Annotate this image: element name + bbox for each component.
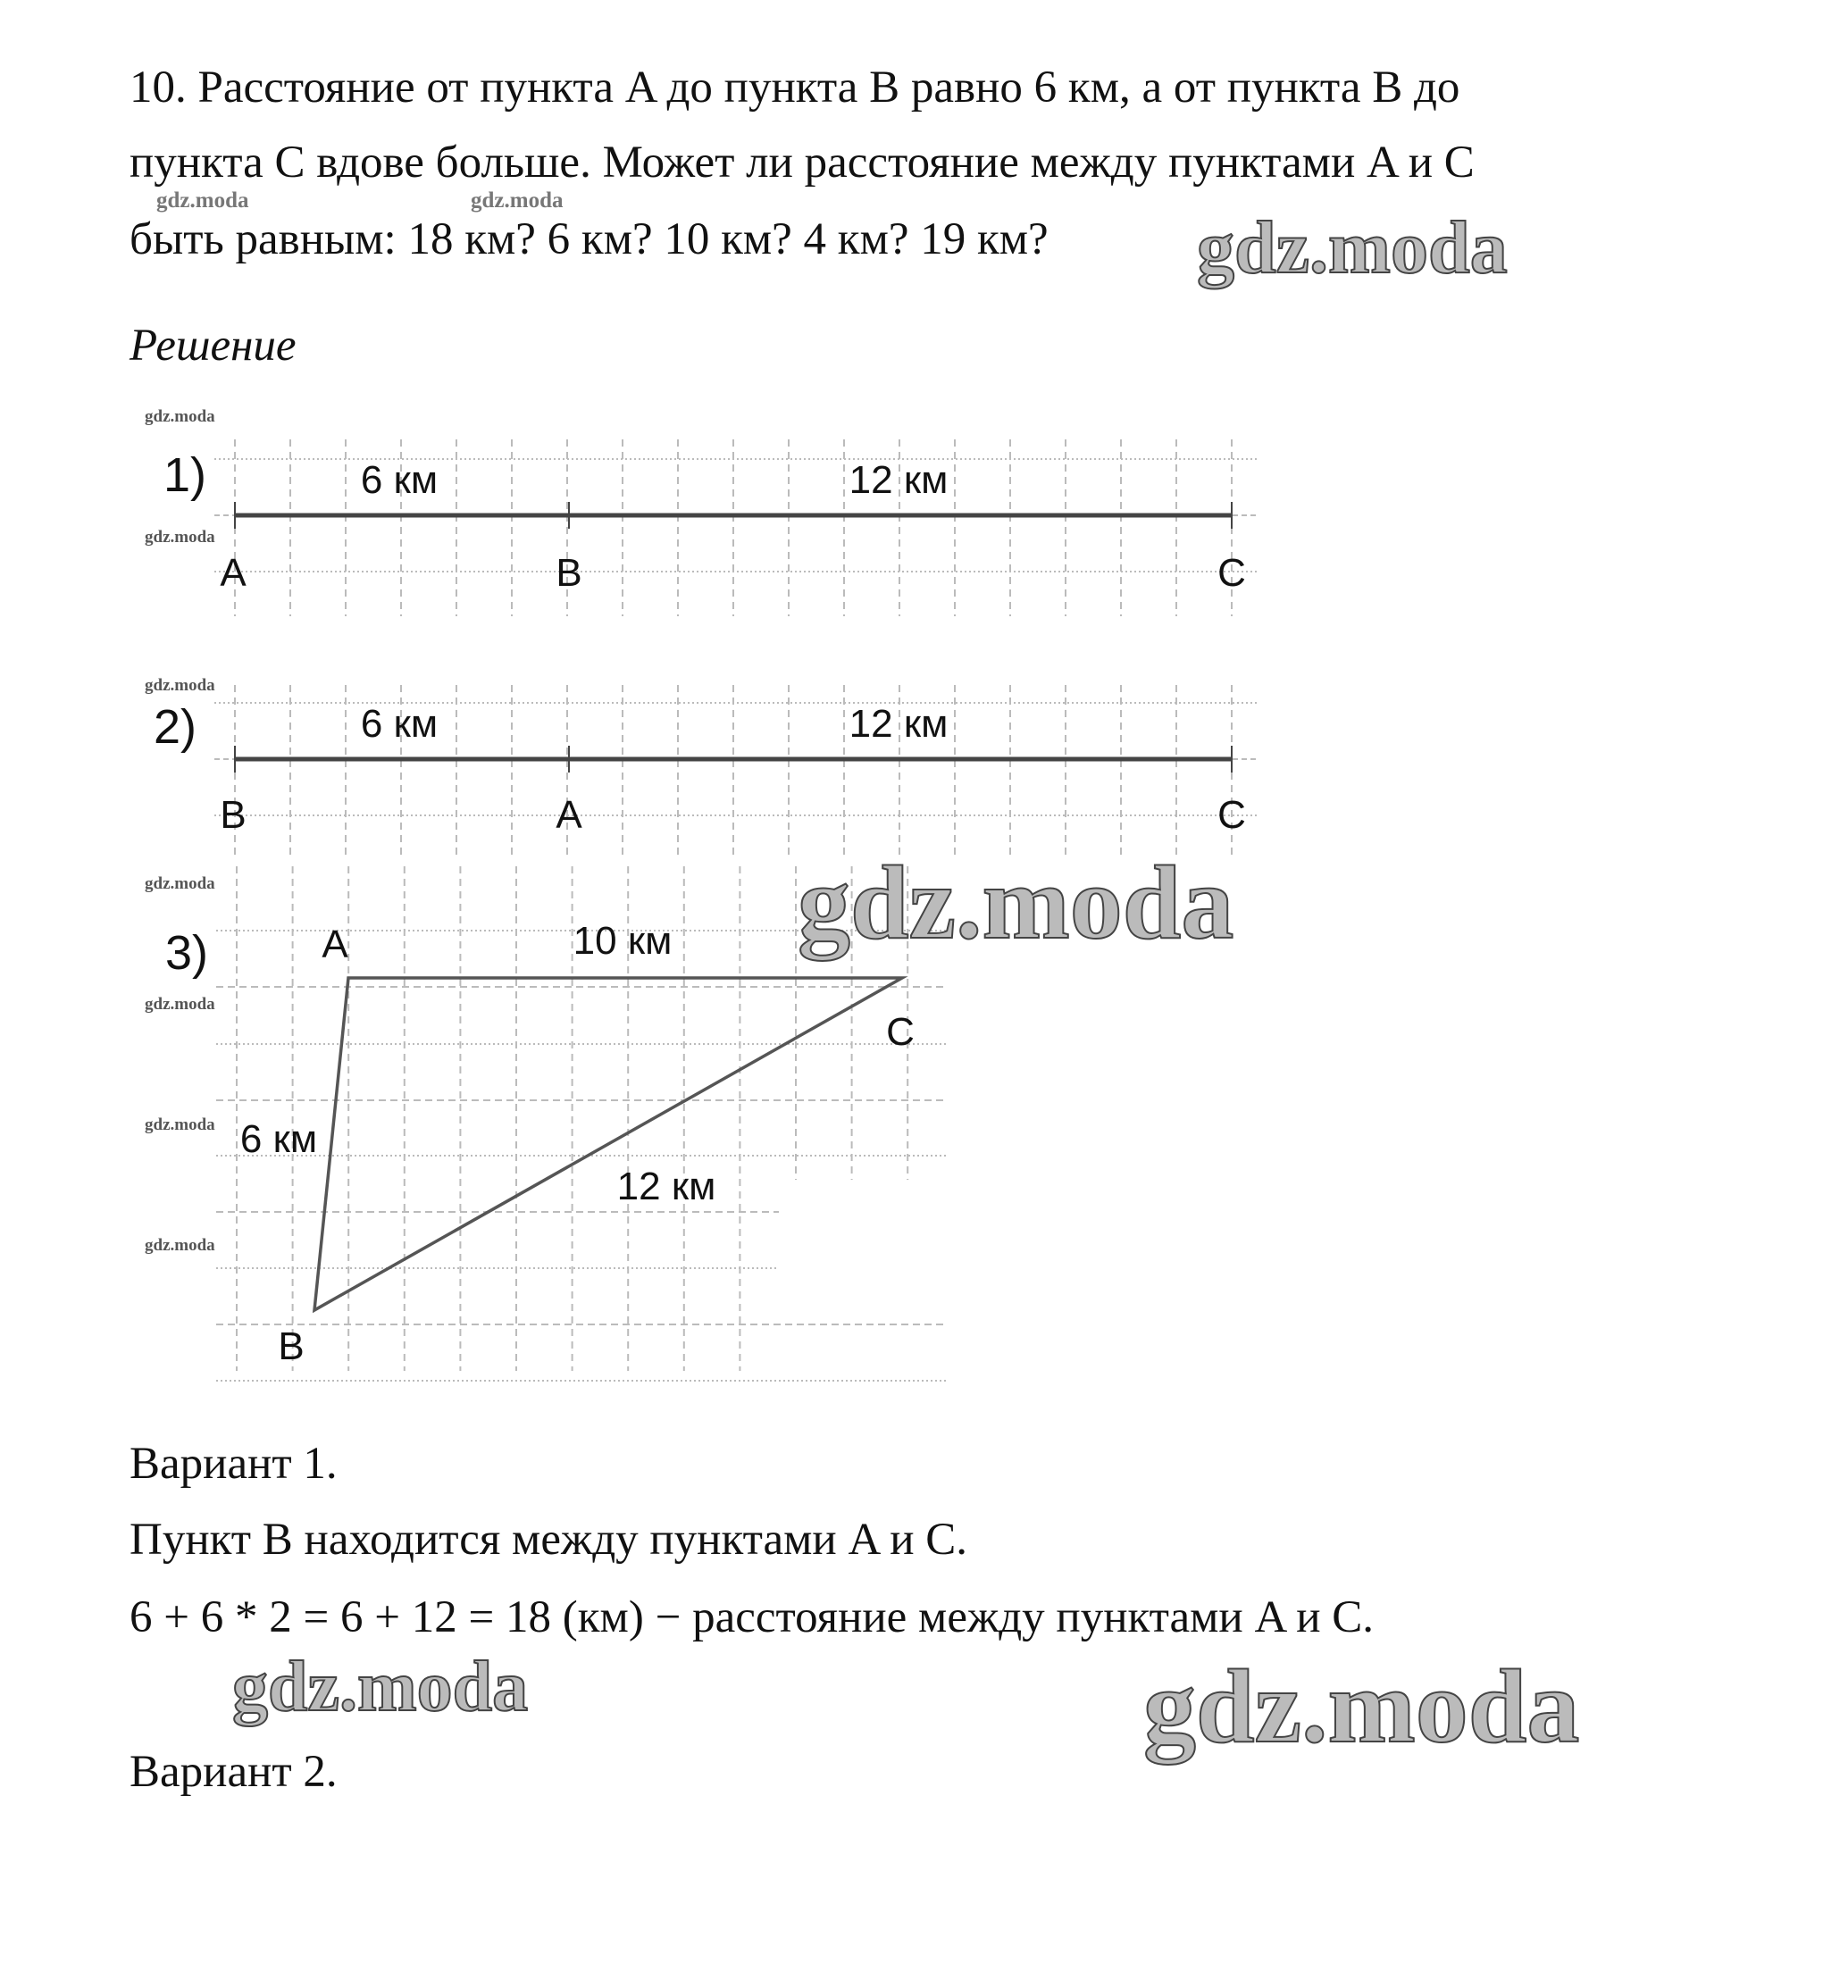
diagram-number: 3) [165, 926, 209, 980]
watermark: gdz.moda [145, 874, 215, 893]
watermark: gdz.moda [471, 188, 564, 213]
segment-label: 12 км [616, 1165, 716, 1208]
segment-label: 6 км [360, 458, 439, 502]
point-label: A [322, 923, 348, 966]
solution-heading: Решение [130, 321, 297, 371]
watermark-large: gdz.moda [1143, 1648, 1580, 1765]
point-label: B [220, 793, 247, 837]
watermark: gdz.moda [145, 676, 215, 695]
point-label: C [1217, 793, 1246, 837]
problem-line-3: быть равным: 18 км? 6 км? 10 км? 4 км? 19 км? [130, 214, 1049, 264]
watermark: gdz.moda [145, 528, 215, 547]
diagram-2 [154, 700, 1246, 837]
watermark: gdz.moda [145, 407, 215, 426]
watermark-large: gdz.moda [1197, 206, 1508, 289]
watermark-large: gdz.moda [232, 1648, 529, 1726]
point-label: A [220, 551, 247, 595]
segment-label: 12 км [849, 458, 949, 502]
watermark-large: gdz.moda [798, 844, 1234, 961]
watermark: gdz.moda [145, 995, 215, 1014]
watermark: gdz.moda [145, 1115, 215, 1134]
problem-line-1: 10. Расстояние от пункта A до пункта B равно 6 км, а от пункта B до [130, 63, 1460, 113]
point-label: C [1217, 551, 1246, 595]
segment-label: 6 км [239, 1117, 318, 1161]
variant1-text: Пункт B находится между пунктами A и C. [130, 1515, 968, 1565]
point-label: B [556, 551, 582, 595]
diagram-number: 1) [163, 448, 207, 502]
point-label: B [278, 1324, 305, 1368]
variant1-calc: 6 + 6 * 2 = 6 + 12 = 18 (км) − расстояние между пунктами A и C. [130, 1592, 1375, 1642]
segment-label: 10 км [573, 919, 673, 963]
point-label: A [556, 793, 582, 837]
variant2-title: Вариант 2. [130, 1747, 338, 1797]
triangle-abc [314, 978, 902, 1310]
diagram-1 [163, 448, 1246, 595]
problem-line-2: пункта C вдове больше. Может ли расстояние между пунктами A и C [130, 138, 1475, 188]
diagram-number: 2) [154, 700, 197, 754]
segment-label: 12 км [849, 702, 949, 746]
watermark: gdz.moda [156, 188, 249, 213]
segment-label: 6 км [360, 702, 439, 746]
point-label: C [886, 1010, 915, 1054]
watermark: gdz.moda [145, 1236, 215, 1255]
variant1-title: Вариант 1. [130, 1439, 338, 1489]
